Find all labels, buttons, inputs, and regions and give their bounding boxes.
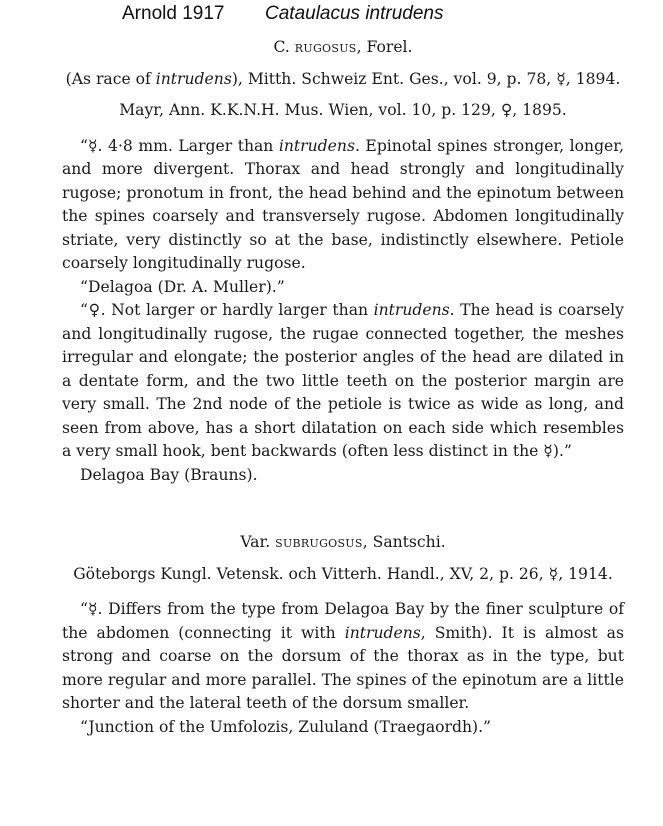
- ref-text: (As race of: [65, 69, 151, 88]
- variety-description: [62, 598, 624, 716]
- taxon-name: rugosus: [294, 38, 357, 56]
- desc-text: “☿. Differs from the type from Delagoa Bay by the finer sculpture of the abdomen (connecting it with: [62, 600, 624, 642]
- citation-label: Arnold 1917: [122, 3, 225, 24]
- desc-text: , Smith). It is almost as strong and coarse on the dorsum of the thorax as in the type, but more regular and more parallel. The spines of the epinotum are a little shorter and the lateral teeth of the dorsum smaller.: [62, 623, 624, 712]
- species-label: Cataulacus intrudens: [265, 3, 444, 24]
- locality-brauns: Delagoa Bay (Brauns).: [80, 465, 258, 484]
- desc-text: . Epinotal spines stronger, longer, and more divergent. Thorax and head strongly and longitudinally rugose; pronotum in front, the head behind and the epinotum between the spines coarsely and transversely rugose. Abdomen longitudinally striate, very distinctly so at the base, indistinctly elsewhere. Petiole coarsely longitudinally rugose.: [62, 136, 624, 272]
- desc-species: intrudens: [344, 623, 421, 642]
- taxon-author: , Santschi.: [362, 533, 446, 551]
- taxon-author: , Forel.: [356, 38, 413, 56]
- desc-text: “☿. 4·8 mm. Larger than: [80, 136, 274, 155]
- desc-text: . The head is coarsely and longitudinally rugose, the rugae connected together, the meshes irregular and elongate; the posterior angles of the head are dilated in a dentate form, and the two little teeth on the posterior margin are very small. The 2nd node of the petiole is twice as wide as long, and seen from above, has a short dilatation on each side which resembles a very small hook, bent backwards (often less distinct in the ☿).”: [62, 301, 624, 460]
- section-title-subrugosus: [62, 531, 624, 555]
- title-prefix: C.: [273, 38, 290, 56]
- section-title-rugosus: [62, 36, 624, 60]
- ref-species: intrudens: [155, 69, 232, 88]
- locality-zululand: “Junction of the Umfolozis, Zululand (Traegaordh).”: [80, 717, 492, 736]
- locality-delagoa: “Delagoa (Dr. A. Muller).”: [80, 277, 285, 296]
- taxon-name: subrugosus: [275, 533, 363, 551]
- worker-description: [62, 135, 624, 276]
- reference-forel: [62, 68, 624, 92]
- desc-text: “♀. Not larger or hardly larger than: [80, 301, 369, 319]
- female-description: [62, 299, 624, 464]
- desc-species: intrudens: [278, 136, 355, 155]
- desc-species: intrudens: [373, 301, 450, 319]
- document-page: [62, 36, 624, 739]
- reference-santschi: Göteborgs Kungl. Vetensk. och Vitterh. Handl., XV, 2, p. 26, ☿, 1914.: [73, 564, 613, 583]
- ref-text: ), Mitth. Schweiz Ent. Ges., vol. 9, p. 78, ☿, 1894.: [231, 69, 621, 88]
- reference-mayr: Mayr, Ann. K.K.N.H. Mus. Wien, vol. 10, p. 129, ♀, 1895.: [119, 101, 567, 119]
- title-prefix: Var.: [240, 533, 271, 551]
